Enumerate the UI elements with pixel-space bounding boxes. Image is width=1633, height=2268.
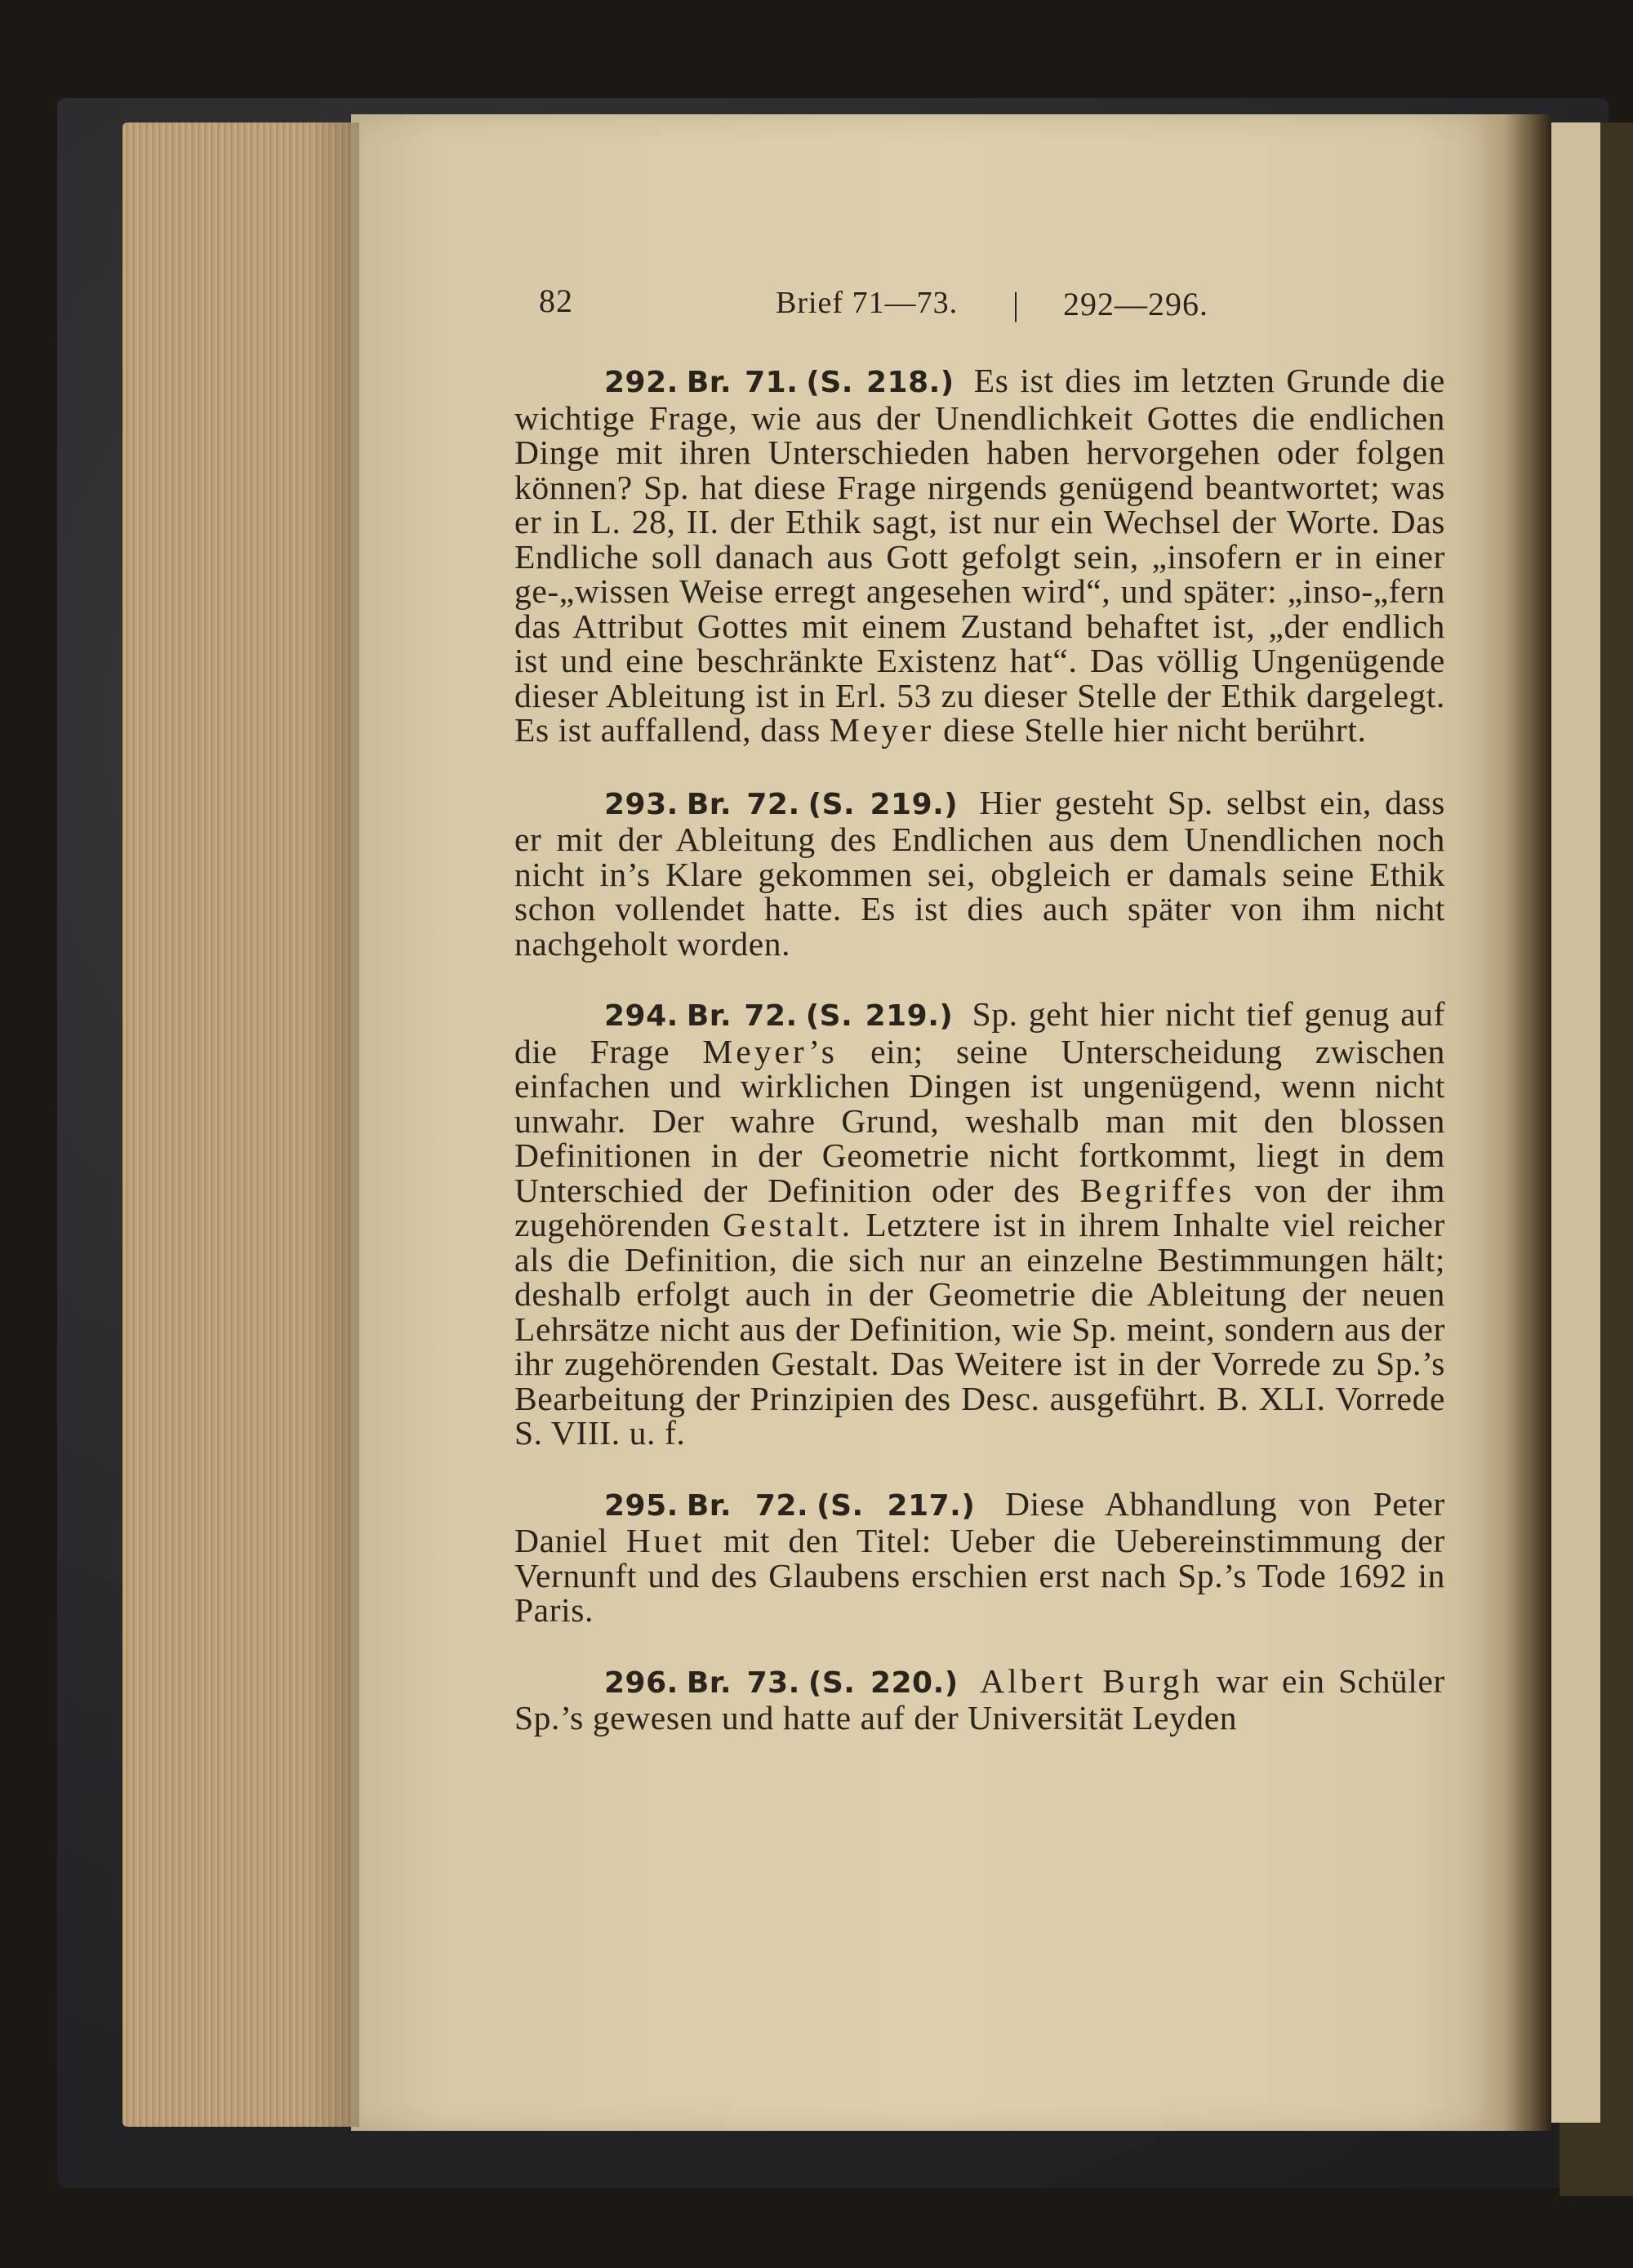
- page-edge-shadow: [310, 122, 359, 2127]
- page-reference: (S. 218.): [806, 366, 954, 399]
- letter-reference: Br. 71.: [686, 366, 799, 399]
- note-text-end: war ein Schüler Sp.’s gewesen und hatte auf der Universität Leyden: [514, 1661, 1445, 1737]
- letter-reference: Br. 72.: [686, 1488, 809, 1523]
- page-reference: (S. 220.): [808, 1665, 959, 1700]
- emphasized-term: Gestalt.: [723, 1206, 854, 1243]
- note-292: [514, 363, 1445, 748]
- page-content: [514, 282, 1445, 1736]
- note-number: 294.: [604, 999, 679, 1033]
- note-number: 295.: [604, 1488, 679, 1523]
- running-head-title: Brief 71—73.: [776, 286, 959, 320]
- note-reference: [514, 1489, 983, 1523]
- note-text-end: diese Stelle hier nicht berührt.: [943, 711, 1367, 749]
- letter-reference: Br. 72.: [686, 787, 800, 821]
- note-number: 293.: [604, 787, 679, 821]
- letter-reference: Br. 72.: [686, 999, 798, 1033]
- note-296: [514, 1661, 1445, 1737]
- note-text: Sp. geht hier nicht tief genug auf die Frage: [514, 995, 1445, 1070]
- emphasized-term: Begriffes: [1079, 1171, 1235, 1209]
- note-number: 296.: [604, 1665, 679, 1700]
- person-name: Huet: [625, 1522, 705, 1559]
- page-reference: (S. 217.): [816, 1488, 976, 1523]
- running-head-separator: |: [1012, 286, 1021, 322]
- note-text: Hier gesteht Sp. selbst ein, dass er mit der Ableitung des Endlichen aus dem Unendlichen noch nicht in’s Klare gekommen sei, obgleich er damals seine Ethik schon vollendet hatte. Es ist dies auch später von ihm nicht nachgeholt worden.: [514, 783, 1445, 963]
- note-293: [514, 785, 1445, 962]
- running-head-range: 292—296.: [1063, 286, 1208, 322]
- note-text-middle: ein; seine Unterscheidung zwischen einfachen und wirklichen Dingen ist ungenügend, wenn nicht unwahr. Der wahre Grund, weshalb man mit den blossen Definitionen in der Geometrie nicht fortkommt, liegt in dem Unterschied der Definition oder des: [514, 1032, 1445, 1209]
- note-295: [514, 1484, 1445, 1629]
- facing-page-edge: [1551, 122, 1600, 2123]
- letter-reference: Br. 73.: [686, 1665, 800, 1700]
- note-reference: [514, 788, 966, 821]
- note-text: Diese Abhandlung von Peter Daniel: [514, 1484, 1445, 1559]
- person-name: Meyer’s: [702, 1032, 838, 1070]
- note-text-end: Letztere ist in ihrem Inhalte viel reicher als die Definition, die sich nur an einzelne Bestimmungen hält; deshalb erfolgt auch in der Geometrie die Ableitung der neuen Lehrsätze nicht aus der Definition, wie Sp. meint, sondern aus der ihr zugehörenden Gestalt. Das Weitere ist in der Vorrede zu Sp.’s Bearbeitung der Prinzipien des Desc. ausgeführt. B. XLI. Vorrede S. VIII. u. f.: [514, 1206, 1445, 1452]
- page-reference: (S. 219.): [808, 787, 959, 821]
- book-gutter: [1502, 114, 1551, 2131]
- note-text-middle-2: von der ihm zugehörenden: [514, 1171, 1445, 1243]
- note-reference: [514, 1666, 967, 1700]
- page-reference: (S. 219.): [805, 999, 954, 1033]
- note-reference: [514, 999, 961, 1033]
- person-name: Meyer: [829, 711, 935, 749]
- note-text-end: mit den Titel: Ueber die Uebereinstimmung der Vernunft und des Glaubens erschien erst nach Sp.’s Tode 1692 in Paris.: [514, 1522, 1445, 1629]
- running-head: [514, 282, 1445, 339]
- person-name: Albert Burgh: [980, 1661, 1204, 1700]
- page-number: 82: [539, 282, 573, 319]
- note-text: Es ist dies im letzten Grunde die wichtige Frage, wie aus der Unendlichkeit Gottes die endlichen Dinge mit ihren Unterschieden haben hervorgehen oder folgen können? Sp. hat diese Frage nirgends genügend beantwortet; was er in L. 28, II. der Ethik sagt, ist nur ein Wechsel der Worte. Das Endliche soll danach aus Gott gefolgt sein, „insofern er in einer ge-„wissen Weise erregt angesehen wird“, und später: „inso-„fern das Attribut Gottes mit einem Zustand behaftet ist, „der endlich ist und eine beschränkte Existenz hat“. Das völlig Ungenügende dieser Ableitung ist in Erl. 53 zu dieser Stelle der Ethik dargelegt. Es ist auffallend, dass: [514, 362, 1445, 749]
- note-reference: [514, 366, 963, 399]
- note-number: 292.: [604, 366, 679, 399]
- note-294: [514, 997, 1445, 1451]
